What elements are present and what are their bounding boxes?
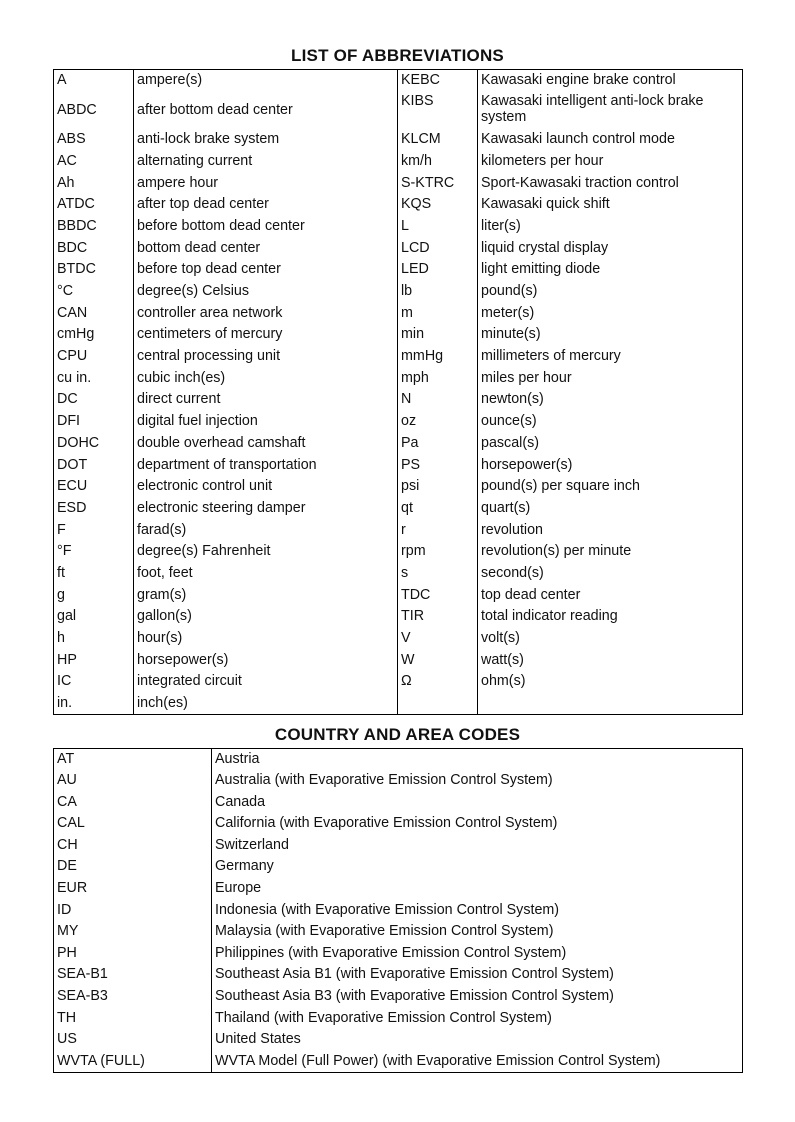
abbreviation-row — [54, 324, 743, 346]
abbreviation-right-code: m — [398, 303, 478, 325]
abbreviation-left-meaning: before bottom dead center — [134, 216, 398, 238]
abbreviation-row — [54, 216, 743, 238]
abbreviation-right-meaning: top dead center — [481, 586, 581, 603]
abbreviation-left-code: cmHg — [54, 324, 134, 346]
abbreviation-row — [54, 129, 743, 151]
abbreviation-row — [54, 433, 743, 455]
abbreviation-right-code: lb — [398, 281, 478, 303]
abbreviation-left-code: DOHC — [54, 433, 134, 455]
abbreviation-right-code: KEBC — [398, 70, 478, 92]
abbreviation-row — [54, 606, 743, 628]
country-code: DE — [54, 856, 212, 878]
abbreviation-left-meaning: degree(s) Celsius — [134, 281, 398, 303]
abbreviation-left-meaning: before top dead center — [134, 259, 398, 281]
country-name: Southeast Asia B3 (with Evaporative Emission Control System) — [215, 988, 614, 1005]
abbreviation-left-code: F — [54, 520, 134, 542]
abbreviation-right-code: W — [398, 650, 478, 672]
abbreviation-left-code: °F — [54, 541, 134, 563]
abbreviation-left-meaning: electronic control unit — [134, 476, 398, 498]
abbreviation-right-meaning: Kawasaki launch control mode — [481, 131, 675, 148]
abbreviation-right-meaning: Kawasaki intelligent anti-lock brake system — [481, 93, 704, 126]
country-code-row — [54, 792, 743, 814]
abbreviation-right-meaning: total indicator reading — [481, 608, 618, 625]
abbreviation-left-meaning: inch(es) — [134, 693, 398, 715]
abbreviation-right-meaning: light emitting diode — [481, 261, 601, 278]
abbreviation-right-code: KIBS — [398, 91, 478, 129]
abbreviation-right-meaning: watt(s) — [481, 651, 524, 668]
abbreviation-left-meaning: hour(s) — [134, 628, 398, 650]
abbreviation-left-code: DFI — [54, 411, 134, 433]
country-code: SEA-B3 — [54, 986, 212, 1008]
country-code-row — [54, 878, 743, 900]
country-code-row — [54, 943, 743, 965]
abbreviation-left-code: BDC — [54, 238, 134, 260]
abbreviation-left-meaning: alternating current — [134, 151, 398, 173]
abbreviation-left-code: DC — [54, 389, 134, 411]
abbreviations-table — [53, 69, 743, 715]
abbreviation-left-meaning: degree(s) Fahrenheit — [134, 541, 398, 563]
abbreviation-right-code: LCD — [398, 238, 478, 260]
country-code: CA — [54, 792, 212, 814]
abbreviation-row — [54, 389, 743, 411]
country-code-row — [54, 986, 743, 1008]
abbreviation-left-meaning: bottom dead center — [134, 238, 398, 260]
abbreviation-right-code: TDC — [398, 585, 478, 607]
abbreviation-left-meaning: horsepower(s) — [134, 650, 398, 672]
abbreviation-right-code: psi — [398, 476, 478, 498]
abbreviation-row — [54, 541, 743, 563]
abbreviation-right-meaning: meter(s) — [481, 304, 535, 321]
abbreviation-left-code: ECU — [54, 476, 134, 498]
country-name: Germany — [215, 858, 274, 875]
abbreviation-right-meaning: kilometers per hour — [481, 152, 604, 169]
country-code: AT — [54, 749, 212, 771]
abbreviation-right-code: oz — [398, 411, 478, 433]
abbreviation-row — [54, 259, 743, 281]
abbreviation-right-meaning: millimeters of mercury — [481, 348, 621, 365]
country-codes-title: COUNTRY AND AREA CODES — [274, 725, 521, 744]
abbreviation-left-code: °C — [54, 281, 134, 303]
country-name: Canada — [215, 793, 266, 810]
abbreviation-right-meaning: ounce(s) — [481, 413, 537, 430]
abbreviation-row — [54, 281, 743, 303]
abbreviation-left-meaning: electronic steering damper — [134, 498, 398, 520]
abbreviation-right-meaning: ohm(s) — [481, 673, 526, 690]
abbreviation-right-meaning: Kawasaki engine brake control — [481, 72, 676, 88]
abbreviation-row — [54, 498, 743, 520]
abbreviation-right-meaning: minute(s) — [481, 326, 541, 343]
abbreviation-right-meaning: revolution — [481, 521, 543, 538]
abbreviation-left-meaning: central processing unit — [134, 346, 398, 368]
abbreviation-left-meaning: digital fuel injection — [134, 411, 398, 433]
abbreviation-row — [54, 671, 743, 693]
country-code: US — [54, 1029, 212, 1051]
abbreviation-right-meaning: pound(s) — [481, 283, 538, 299]
abbreviation-left-code: CPU — [54, 346, 134, 368]
abbreviations-table-body — [54, 70, 743, 715]
country-code-row — [54, 964, 743, 986]
abbreviation-left-meaning: direct current — [134, 389, 398, 411]
country-code: ID — [54, 900, 212, 922]
abbreviation-row — [54, 455, 743, 477]
abbreviation-right-code: qt — [398, 498, 478, 520]
country-code-row — [54, 835, 743, 857]
abbreviation-row — [54, 194, 743, 216]
abbreviation-left-code: h — [54, 628, 134, 650]
country-code: SEA-B1 — [54, 964, 212, 986]
country-name: Malaysia (with Evaporative Emission Control System) — [215, 923, 554, 940]
abbreviation-row — [54, 91, 743, 129]
abbreviation-right-code: Ω — [398, 671, 478, 693]
abbreviation-row — [54, 411, 743, 433]
country-code: AU — [54, 770, 212, 792]
abbreviation-right-code: KQS — [398, 194, 478, 216]
abbreviation-left-meaning: anti-lock brake system — [134, 129, 398, 151]
abbreviation-left-code: in. — [54, 693, 134, 715]
country-name: United States — [215, 1031, 301, 1048]
abbreviation-right-meaning: second(s) — [481, 564, 544, 581]
abbreviation-row — [54, 628, 743, 650]
abbreviation-right-meaning: Sport-Kawasaki traction control — [481, 174, 679, 191]
abbreviation-left-code: A — [54, 70, 134, 92]
abbreviation-row — [54, 693, 743, 715]
abbreviation-right-code: rpm — [398, 541, 478, 563]
abbreviation-left-code: ABS — [54, 129, 134, 151]
abbreviation-row — [54, 346, 743, 368]
country-code-row — [54, 770, 743, 792]
abbreviation-right-meaning: quart(s) — [481, 499, 531, 516]
abbreviation-left-meaning: ampere(s) — [134, 70, 398, 92]
abbreviation-left-meaning: foot, feet — [134, 563, 398, 585]
abbreviation-right-code — [398, 693, 478, 715]
country-name: Southeast Asia B1 (with Evaporative Emission Control System) — [215, 966, 614, 983]
country-name: WVTA Model (Full Power) (with Evaporative Emission Control System) — [215, 1052, 661, 1069]
country-codes-table — [53, 748, 743, 1073]
abbreviation-right-code: V — [398, 628, 478, 650]
abbreviation-row — [54, 585, 743, 607]
country-code: TH — [54, 1008, 212, 1030]
abbreviation-right-meaning: volt(s) — [481, 630, 520, 646]
abbreviation-right-meaning: liter(s) — [481, 217, 521, 234]
country-name: Philippines (with Evaporative Emission Control System) — [215, 944, 567, 961]
abbreviation-left-code: CAN — [54, 303, 134, 325]
abbreviation-left-meaning: gallon(s) — [134, 606, 398, 628]
country-name: Europe — [215, 880, 262, 897]
country-code: MY — [54, 921, 212, 943]
abbreviation-left-code: Ah — [54, 173, 134, 195]
abbreviation-row — [54, 650, 743, 672]
country-name: Australia (with Evaporative Emission Control System) — [215, 772, 553, 789]
abbreviation-left-code: gal — [54, 606, 134, 628]
abbreviation-right-code: mmHg — [398, 346, 478, 368]
abbreviation-row — [54, 563, 743, 585]
abbreviation-row — [54, 173, 743, 195]
country-code-row — [54, 1008, 743, 1030]
abbreviation-row — [54, 70, 743, 92]
abbreviation-left-meaning: double overhead camshaft — [134, 433, 398, 455]
country-code: CH — [54, 835, 212, 857]
abbreviation-right-meaning: liquid crystal display — [481, 239, 609, 256]
abbreviation-row — [54, 151, 743, 173]
abbreviation-right-meaning: revolution(s) per minute — [481, 543, 632, 560]
abbreviation-right-code: N — [398, 389, 478, 411]
country-code: PH — [54, 943, 212, 965]
abbreviation-left-code: g — [54, 585, 134, 607]
country-code: CAL — [54, 813, 212, 835]
country-code-row — [54, 856, 743, 878]
abbreviation-left-code: ABDC — [54, 91, 134, 129]
abbreviation-right-code: mph — [398, 368, 478, 390]
abbreviation-right-code: S-KTRC — [398, 173, 478, 195]
abbreviation-right-code: TIR — [398, 606, 478, 628]
abbreviation-left-meaning: farad(s) — [134, 520, 398, 542]
abbreviation-left-code: ft — [54, 563, 134, 585]
abbreviation-row — [54, 476, 743, 498]
abbreviation-left-meaning: department of transportation — [134, 455, 398, 477]
abbreviation-right-meaning: newton(s) — [481, 391, 544, 408]
abbreviation-left-code: cu in. — [54, 368, 134, 390]
abbreviation-left-meaning: after top dead center — [134, 194, 398, 216]
abbreviation-left-code: BBDC — [54, 216, 134, 238]
abbreviation-left-meaning: ampere hour — [134, 173, 398, 195]
abbreviation-right-meaning: pascal(s) — [481, 434, 539, 451]
abbreviations-title: LIST OF ABBREVIATIONS — [291, 46, 504, 65]
abbreviation-right-meaning — [478, 693, 743, 715]
country-code-row — [54, 921, 743, 943]
abbreviation-row — [54, 520, 743, 542]
country-code: WVTA (FULL) — [54, 1051, 212, 1073]
abbreviation-left-code: BTDC — [54, 259, 134, 281]
country-name: Thailand (with Evaporative Emission Control System) — [215, 1009, 552, 1026]
country-code-row — [54, 749, 743, 771]
abbreviation-right-meaning: pound(s) per square inch — [481, 478, 640, 495]
abbreviation-left-meaning: after bottom dead center — [134, 91, 398, 129]
country-name: Indonesia (with Evaporative Emission Control System) — [215, 901, 560, 918]
country-name: Austria — [215, 751, 260, 767]
abbreviation-row — [54, 238, 743, 260]
country-name: Switzerland — [215, 836, 289, 853]
country-code-row — [54, 1029, 743, 1051]
abbreviation-right-code: LED — [398, 259, 478, 281]
abbreviation-left-meaning: centimeters of mercury — [134, 324, 398, 346]
abbreviation-row — [54, 303, 743, 325]
abbreviation-left-code: AC — [54, 151, 134, 173]
abbreviation-left-code: HP — [54, 650, 134, 672]
abbreviation-right-code: Pa — [398, 433, 478, 455]
abbreviation-right-code: km/h — [398, 151, 478, 173]
abbreviation-left-code: ATDC — [54, 194, 134, 216]
abbreviation-left-meaning: integrated circuit — [134, 671, 398, 693]
abbreviation-left-code: ESD — [54, 498, 134, 520]
abbreviation-left-meaning: gram(s) — [134, 585, 398, 607]
abbreviation-right-code: PS — [398, 455, 478, 477]
abbreviation-right-meaning: Kawasaki quick shift — [481, 196, 610, 213]
abbreviation-left-meaning: controller area network — [134, 303, 398, 325]
country-code: EUR — [54, 878, 212, 900]
abbreviation-left-meaning: cubic inch(es) — [134, 368, 398, 390]
abbreviation-right-code: KLCM — [398, 129, 478, 151]
abbreviation-right-code: s — [398, 563, 478, 585]
country-code-row — [54, 900, 743, 922]
country-name: California (with Evaporative Emission Control System) — [215, 815, 558, 832]
abbreviation-row — [54, 368, 743, 390]
country-codes-table-body — [54, 749, 743, 1073]
abbreviation-left-code: IC — [54, 671, 134, 693]
country-code-row — [54, 813, 743, 835]
abbreviation-right-code: min — [398, 324, 478, 346]
country-code-row — [54, 1051, 743, 1073]
abbreviation-right-meaning: horsepower(s) — [481, 456, 573, 473]
abbreviation-right-code: L — [398, 216, 478, 238]
abbreviation-left-code: DOT — [54, 455, 134, 477]
abbreviation-right-meaning: miles per hour — [481, 369, 572, 386]
abbreviation-right-code: r — [398, 520, 478, 542]
